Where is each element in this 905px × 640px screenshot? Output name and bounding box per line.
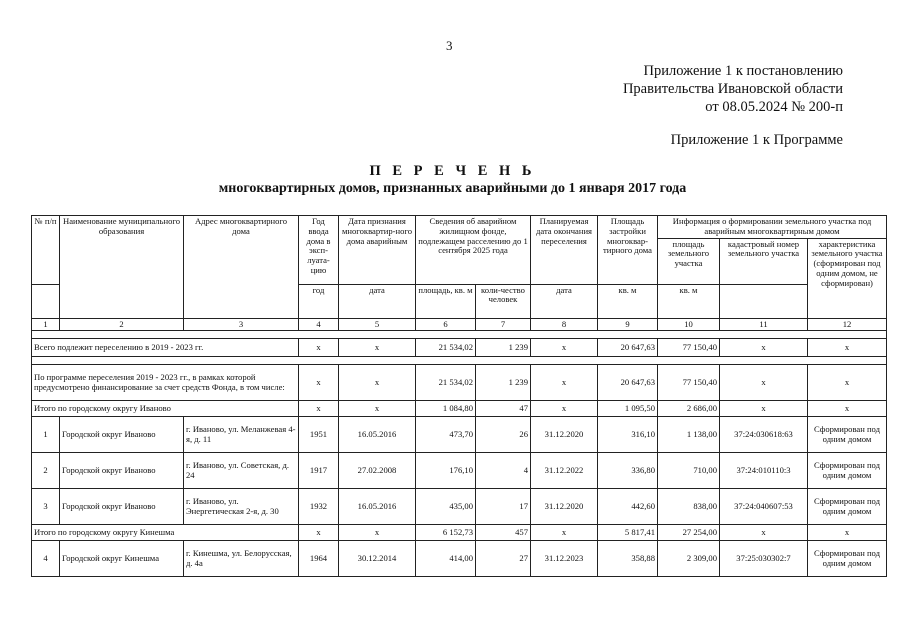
header-row (32, 216, 887, 239)
col-number: 3 (184, 318, 299, 331)
cell: 2 309,00 (658, 541, 720, 577)
cell: x (720, 525, 808, 541)
cell: x (299, 339, 339, 357)
cell: x (299, 525, 339, 541)
table-row (32, 453, 887, 489)
cell: x (531, 365, 598, 401)
column-numbers-row (32, 318, 887, 331)
unit-sqm: кв. м (658, 284, 720, 318)
cell: 1 084,80 (416, 401, 476, 417)
cell: 16.05.2016 (339, 489, 416, 525)
cell: 710,00 (658, 453, 720, 489)
header-planned-date: Планируемая дата окончания переселения (531, 216, 598, 285)
spacer-row (32, 357, 887, 365)
unit-date: дата (339, 284, 416, 318)
buildings-table (31, 215, 887, 577)
cell: 1 095,50 (598, 401, 658, 417)
header-recognition-date: Дата признания многоквартир-ного дома аварийным (339, 216, 416, 285)
header-cadastral: кадастровый номер земельного участка (720, 238, 808, 284)
cell: 6 152,73 (416, 525, 476, 541)
col-number: 10 (658, 318, 720, 331)
cell: 21 534,02 (416, 339, 476, 357)
cell: 442,60 (598, 489, 658, 525)
summary-row-total (32, 339, 887, 357)
col-number: 8 (531, 318, 598, 331)
cell: 4 (476, 453, 531, 489)
cell: 16.05.2016 (339, 417, 416, 453)
group-label: Итого по городскому округу Кинешма (32, 525, 299, 541)
cell: 3 (32, 489, 60, 525)
cell: 4 (32, 541, 60, 577)
cell: 30.12.2014 (339, 541, 416, 577)
cell: г. Иваново, ул. Энергетическая 2-я, д. 30 (184, 489, 299, 525)
annex-program: Приложение 1 к Программе (670, 132, 843, 148)
cell: x (531, 401, 598, 417)
header-land-area: площадь земельного участка (658, 238, 720, 284)
cell: x (339, 339, 416, 357)
annex-line: Правительства Ивановской области (622, 81, 843, 97)
cell: 1951 (299, 417, 339, 453)
header-num: № п/п (32, 216, 60, 285)
table-row (32, 417, 887, 453)
unit-area: площадь, кв. м (416, 284, 476, 318)
cell: Городской округ Иваново (60, 489, 184, 525)
header-fund-info: Сведения об аварийном жилищном фонде, подлежащем расселению до 1 сентября 2025 года (416, 216, 531, 285)
col-number: 2 (60, 318, 184, 331)
cell: 26 (476, 417, 531, 453)
cell: 37:24:030618:63 (720, 417, 808, 453)
cell: x (339, 401, 416, 417)
cell: 27.02.2008 (339, 453, 416, 489)
cell: Сформирован под одним домом (808, 453, 887, 489)
cell: 21 534,02 (416, 365, 476, 401)
cell: Городской округ Кинешма (60, 541, 184, 577)
cell: 27 (476, 541, 531, 577)
cell: 1932 (299, 489, 339, 525)
cell: x (808, 339, 887, 357)
cell: 473,70 (416, 417, 476, 453)
cell: 1964 (299, 541, 339, 577)
cell: x (339, 365, 416, 401)
cell: 47 (476, 401, 531, 417)
page-number: 3 (446, 38, 453, 53)
annex-line: Приложение 1 к постановлению (643, 63, 843, 79)
header-municipality: Наименование муниципального образования (60, 216, 184, 319)
document-title: П Е Р Е Ч Е Н Ь (369, 163, 536, 179)
group-row-kineshma (32, 525, 887, 541)
cell: 1 (32, 417, 60, 453)
group-label: Итого по городскому округу Иваново (32, 401, 299, 417)
cell: 457 (476, 525, 531, 541)
cell: x (720, 339, 808, 357)
cell: x (808, 365, 887, 401)
cell: Сформирован под одним домом (808, 489, 887, 525)
unit-people: коли-чество человек (476, 284, 531, 318)
table-row (32, 541, 887, 577)
col-number: 11 (720, 318, 808, 331)
header-year: Год ввода дома в эксп-луата-цию (299, 216, 339, 285)
cell: 316,10 (598, 417, 658, 453)
cell: 77 150,40 (658, 339, 720, 357)
cell: 5 817,41 (598, 525, 658, 541)
summary-label: Всего подлежит переселению в 2019 - 2023 гг. (32, 339, 299, 357)
cell: 77 150,40 (658, 365, 720, 401)
cell: Сформирован под одним домом (808, 417, 887, 453)
cell: 20 647,63 (598, 339, 658, 357)
spacer-row (32, 331, 887, 339)
cell: x (720, 365, 808, 401)
annex-line: от 08.05.2024 № 200-п (705, 99, 843, 115)
cell: 17 (476, 489, 531, 525)
cell: 1917 (299, 453, 339, 489)
unit-empty (32, 284, 60, 318)
cell: 1 138,00 (658, 417, 720, 453)
cell: 37:24:010110:3 (720, 453, 808, 489)
cell: x (808, 401, 887, 417)
cell: 31.12.2023 (531, 541, 598, 577)
cell: Городской округ Иваново (60, 453, 184, 489)
col-number: 5 (339, 318, 416, 331)
table-row (32, 489, 887, 525)
cell: 435,00 (416, 489, 476, 525)
cell: г. Иваново, ул. Меланжевая 4-я, д. 11 (184, 417, 299, 453)
header-land-info: Информация о формировании земельного участка под аварийным многоквартирным домом (658, 216, 887, 239)
cell: x (531, 525, 598, 541)
group-row-ivanovo (32, 401, 887, 417)
unit-year: год (299, 284, 339, 318)
document-subtitle: многоквартирных домов, признанных аварийными до 1 января 2017 года (218, 181, 687, 196)
cell: 20 647,63 (598, 365, 658, 401)
cell: 176,10 (416, 453, 476, 489)
header-land-char: характеристика земельного участка (сформирован под одним домом, не сформирован) (808, 238, 887, 318)
col-number: 12 (808, 318, 887, 331)
col-number: 1 (32, 318, 60, 331)
cell: 1 239 (476, 339, 531, 357)
annex-decree (623, 62, 843, 116)
cell: x (531, 339, 598, 357)
cell: 31.12.2020 (531, 417, 598, 453)
unit-sqm: кв. м (598, 284, 658, 318)
cell: г. Кинешма, ул. Белорусская, д. 4а (184, 541, 299, 577)
cell: Городской округ Иваново (60, 417, 184, 453)
header-address: Адрес многоквартирного дома (184, 216, 299, 319)
cell: 1 239 (476, 365, 531, 401)
unit-empty (720, 284, 808, 318)
cell: Сформирован под одним домом (808, 541, 887, 577)
cell: 27 254,00 (658, 525, 720, 541)
summary-row-program (32, 365, 887, 401)
unit-date: дата (531, 284, 598, 318)
cell: 37:25:030302:7 (720, 541, 808, 577)
cell: 414,00 (416, 541, 476, 577)
header-building-area: Площадь застройки многоквар-тирного дома (598, 216, 658, 285)
col-number: 6 (416, 318, 476, 331)
col-number: 9 (598, 318, 658, 331)
cell: 2 686,00 (658, 401, 720, 417)
cell: 838,00 (658, 489, 720, 525)
cell: 31.12.2022 (531, 453, 598, 489)
cell: 37:24:040607:53 (720, 489, 808, 525)
col-number: 7 (476, 318, 531, 331)
col-number: 4 (299, 318, 339, 331)
cell: 2 (32, 453, 60, 489)
summary-label: По программе переселения 2019 - 2023 гг., в рамках которой предусмотрено финансирование за счет средств Фонда, в том числе: (32, 365, 299, 401)
cell: 31.12.2020 (531, 489, 598, 525)
cell: 336,80 (598, 453, 658, 489)
cell: x (299, 365, 339, 401)
cell: x (720, 401, 808, 417)
cell: 358,88 (598, 541, 658, 577)
cell: x (299, 401, 339, 417)
cell: x (808, 525, 887, 541)
cell: x (339, 525, 416, 541)
cell: г. Иваново, ул. Советская, д. 24 (184, 453, 299, 489)
